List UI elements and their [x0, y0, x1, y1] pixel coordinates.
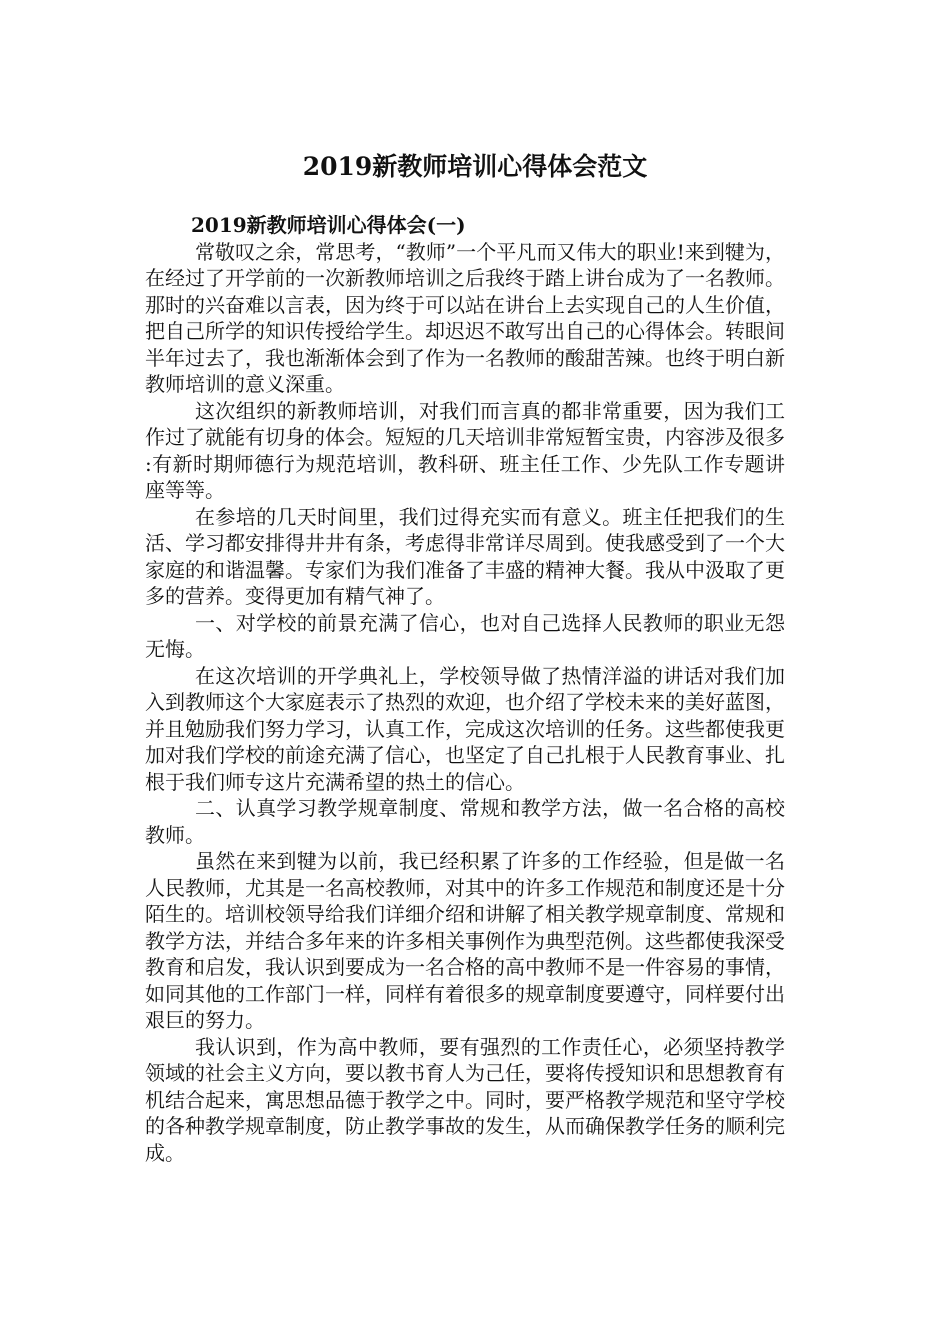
- document-body: [145, 212, 785, 1166]
- paragraph-8: 我认识到，作为高中教师，要有强烈的工作责任心，必须坚持教学领域的社会主义方向，要以教书育人为己任，要将传授知识和思想教育有机结合起来，寓思想品德于教学之中。同时，要严格教学规范和坚守学校的各种教学规章制度，防止教学事故的发生，从而确保教学任务的顺利完成。: [145, 1034, 785, 1165]
- paragraph-4: 一、对学校的前景充满了信心，也对自己选择人民教师的职业无怨无悔。: [145, 610, 785, 661]
- paragraph-7: 虽然在来到犍为以前，我已经积累了许多的工作经验，但是做一名人民教师，尤其是一名高校教师，对其中的许多工作规范和制度还是十分陌生的。培训校领导给我们详细介绍和讲解了相关教学规章制度、常规和教学方法，并结合多年来的许多相关事例作为典型范例。这些都使我深受教育和启发，我认识到要成为一名合格的高中教师不是一件容易的事情，如同其他的工作部门一样，同样有着很多的规章制度要遵守，同样要付出艰巨的努力。: [145, 849, 785, 1032]
- paragraph-1: 常敬叹之余，常思考，“教师”一个平凡而又伟大的职业!来到犍为，在经过了开学前的一次新教师培训之后我终于踏上讲台成为了一名教师。那时的兴奋难以言表，因为终于可以站在讲台上去实现自己的人生价值，把自己所学的知识传授给学生。却迟迟不敢写出自己的心得体会。转眼间半年过去了，我也渐渐体会到了作为一名教师的酸甜苦辣。也终于明白新教师培训的意义深重。: [145, 239, 785, 396]
- paragraph-2: 这次组织的新教师培训，对我们而言真的都非常重要，因为我们工作过了就能有切身的体会。短短的几天培训非常短暂宝贵，内容涉及很多:有新时期师德行为规范培训，教科研、班主任工作、少先队工作专题讲座等等。: [145, 398, 785, 502]
- paragraph-6: 二、认真学习教学规章制度、常规和教学方法，做一名合格的高校教师。: [145, 796, 785, 847]
- document-title: 2019新教师培训心得体会范文: [302, 152, 648, 181]
- paragraph-5: 在这次培训的开学典礼上，学校领导做了热情洋溢的讲话对我们加入到教师这个大家庭表示了热烈的欢迎，也介绍了学校未来的美好蓝图，并且勉励我们努力学习，认真工作，完成这次培训的任务。这些都使我更加对我们学校的前途充满了信心，也坚定了自己扎根于人民教育事业、扎根于我们师专这片充满希望的热土的信心。: [145, 663, 785, 794]
- paragraph-3: 在参培的几天时间里，我们过得充实而有意义。班主任把我们的生活、学习都安排得井井有条，考虑得非常详尽周到。使我感受到了一个大家庭的和谐温馨。专家们为我们准备了丰盛的精神大餐。我从中汲取了更多的营养。变得更加有精气神了。: [145, 504, 785, 608]
- section-heading: 2019新教师培训心得体会(一): [191, 213, 466, 237]
